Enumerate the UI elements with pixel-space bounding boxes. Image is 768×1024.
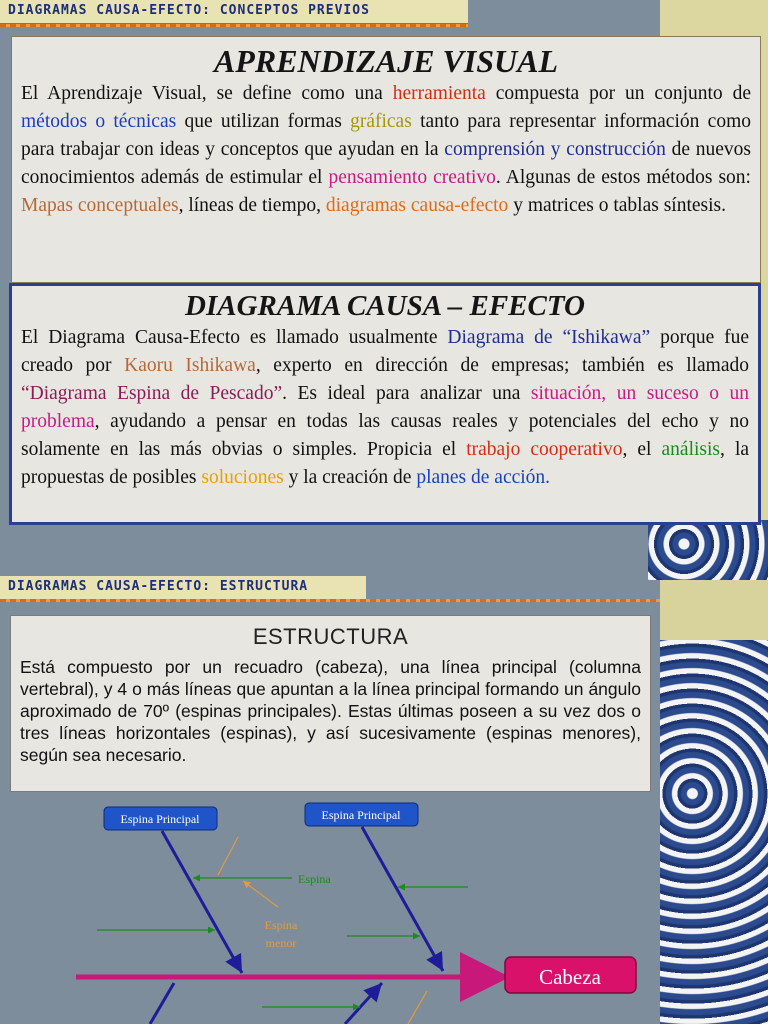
text-run: de nuevos conocimientos además de estimular el <box>21 139 751 188</box>
fishbone-diagram <box>0 795 660 1024</box>
highlight-kaoru: Kaoru Ishikawa <box>124 355 256 376</box>
box1-title: APRENDIZAJE VISUAL <box>213 43 559 79</box>
wave-decoration-right <box>660 640 768 1024</box>
lower-spine-line-2 <box>345 983 382 1024</box>
highlight-soluciones: soluciones <box>201 467 284 488</box>
header-rule-1 <box>0 24 468 27</box>
text-run: El Aprendizaje Visual, se define como una <box>21 83 393 104</box>
text-run: , el <box>622 439 662 460</box>
highlight-mapas: Mapas conceptuales <box>21 195 179 216</box>
estructura-box <box>10 615 651 792</box>
diagrama-causa-efecto-box <box>9 283 761 525</box>
text-run: porque fue creado por <box>21 327 750 376</box>
espina-menor-line-1 <box>218 837 238 875</box>
label-espina-menor-2: menor <box>265 936 297 950</box>
box2-title: DIAGRAMA CAUSA – EFECTO <box>185 290 585 322</box>
box2-paragraph <box>12 323 758 492</box>
text-run: . Es ideal para analizar una <box>282 383 531 404</box>
highlight-metodos: métodos o técnicas <box>21 111 177 132</box>
highlight-diagramas: diagramas causa-efecto <box>325 195 509 216</box>
text-run: El Diagrama Causa-Efecto es llamado usualmente <box>21 327 448 348</box>
box3-paragraph: Está compuesto por un recuadro (cabeza), una línea principal (columna vertebral), y 4 o más líneas que apuntan a la línea principal formando un ángulo aproximado de 70º (espinas principales). Estas últimas poseen a su vez dos o tres líneas horizontales (espinas), y así sucesivamente (espinas menores), según sea necesario. <box>20 657 641 765</box>
text-run: tanto para representar información como para trabajar con ideas y conceptos que ayudan en la <box>21 111 751 160</box>
label-espina-principal-2: Espina Principal <box>321 808 401 822</box>
espina-menor-arrow <box>243 881 278 907</box>
label-espina-menor-1: Espina <box>264 918 298 932</box>
box3-title: ESTRUCTURA <box>252 624 409 649</box>
label-espina: Espina <box>298 872 331 886</box>
slide2-header: DIAGRAMAS CAUSA-EFECTO: ESTRUCTURA <box>0 576 366 602</box>
aprendizaje-visual-box <box>11 36 761 283</box>
lower-spine-line-1 <box>150 983 174 1024</box>
highlight-pensamiento: pensamiento creativo <box>328 167 496 188</box>
highlight-analisis: análisis <box>661 439 721 460</box>
slide1-header: DIAGRAMAS CAUSA-EFECTO: CONCEPTOS PREVIOS <box>0 0 468 26</box>
highlight-planes: planes de acción. <box>416 467 551 488</box>
text-run: , la propuestas de posibles <box>21 439 750 488</box>
espina-menor-line-2 <box>408 991 427 1024</box>
text-run: , ayudando a pensar en todas las causas reales y potenciales del echo y no solamente en las más obvias o simples. Propicia el <box>21 411 749 460</box>
box1-paragraph <box>12 80 760 220</box>
highlight-comprension: comprensión y construcción <box>444 139 666 160</box>
highlight-trabajo: trabajo cooperativo <box>466 439 623 460</box>
highlight-situacion: situación, un suceso o un problema <box>21 383 749 432</box>
principal-spine-line-2 <box>362 827 443 971</box>
text-run: que utilizan formas <box>176 111 351 132</box>
text-run: y la creación de <box>283 467 417 488</box>
cabeza-label: Cabeza <box>539 965 601 989</box>
highlight-espina-pescado: “Diagrama Espina de Pescado” <box>21 383 283 404</box>
text-run: y matrices o tablas síntesis. <box>508 195 727 216</box>
header-rule-2 <box>0 599 660 602</box>
text-run: , experto en dirección de empresas; también es llamado <box>255 355 750 376</box>
text-run: compuesta por un conjunto de <box>485 83 751 104</box>
sand-panel-2 <box>660 580 768 640</box>
label-espina-principal-1: Espina Principal <box>120 812 200 826</box>
highlight-herramienta: herramienta <box>392 83 486 104</box>
wave-decoration-top <box>648 520 768 580</box>
highlight-graficas: gráficas <box>350 111 412 132</box>
highlight-ishikawa: Diagrama de “Ishikawa” <box>447 327 651 348</box>
text-run: . Algunas de estos métodos son: <box>495 167 751 188</box>
text-run: , líneas de tiempo, <box>178 195 326 216</box>
